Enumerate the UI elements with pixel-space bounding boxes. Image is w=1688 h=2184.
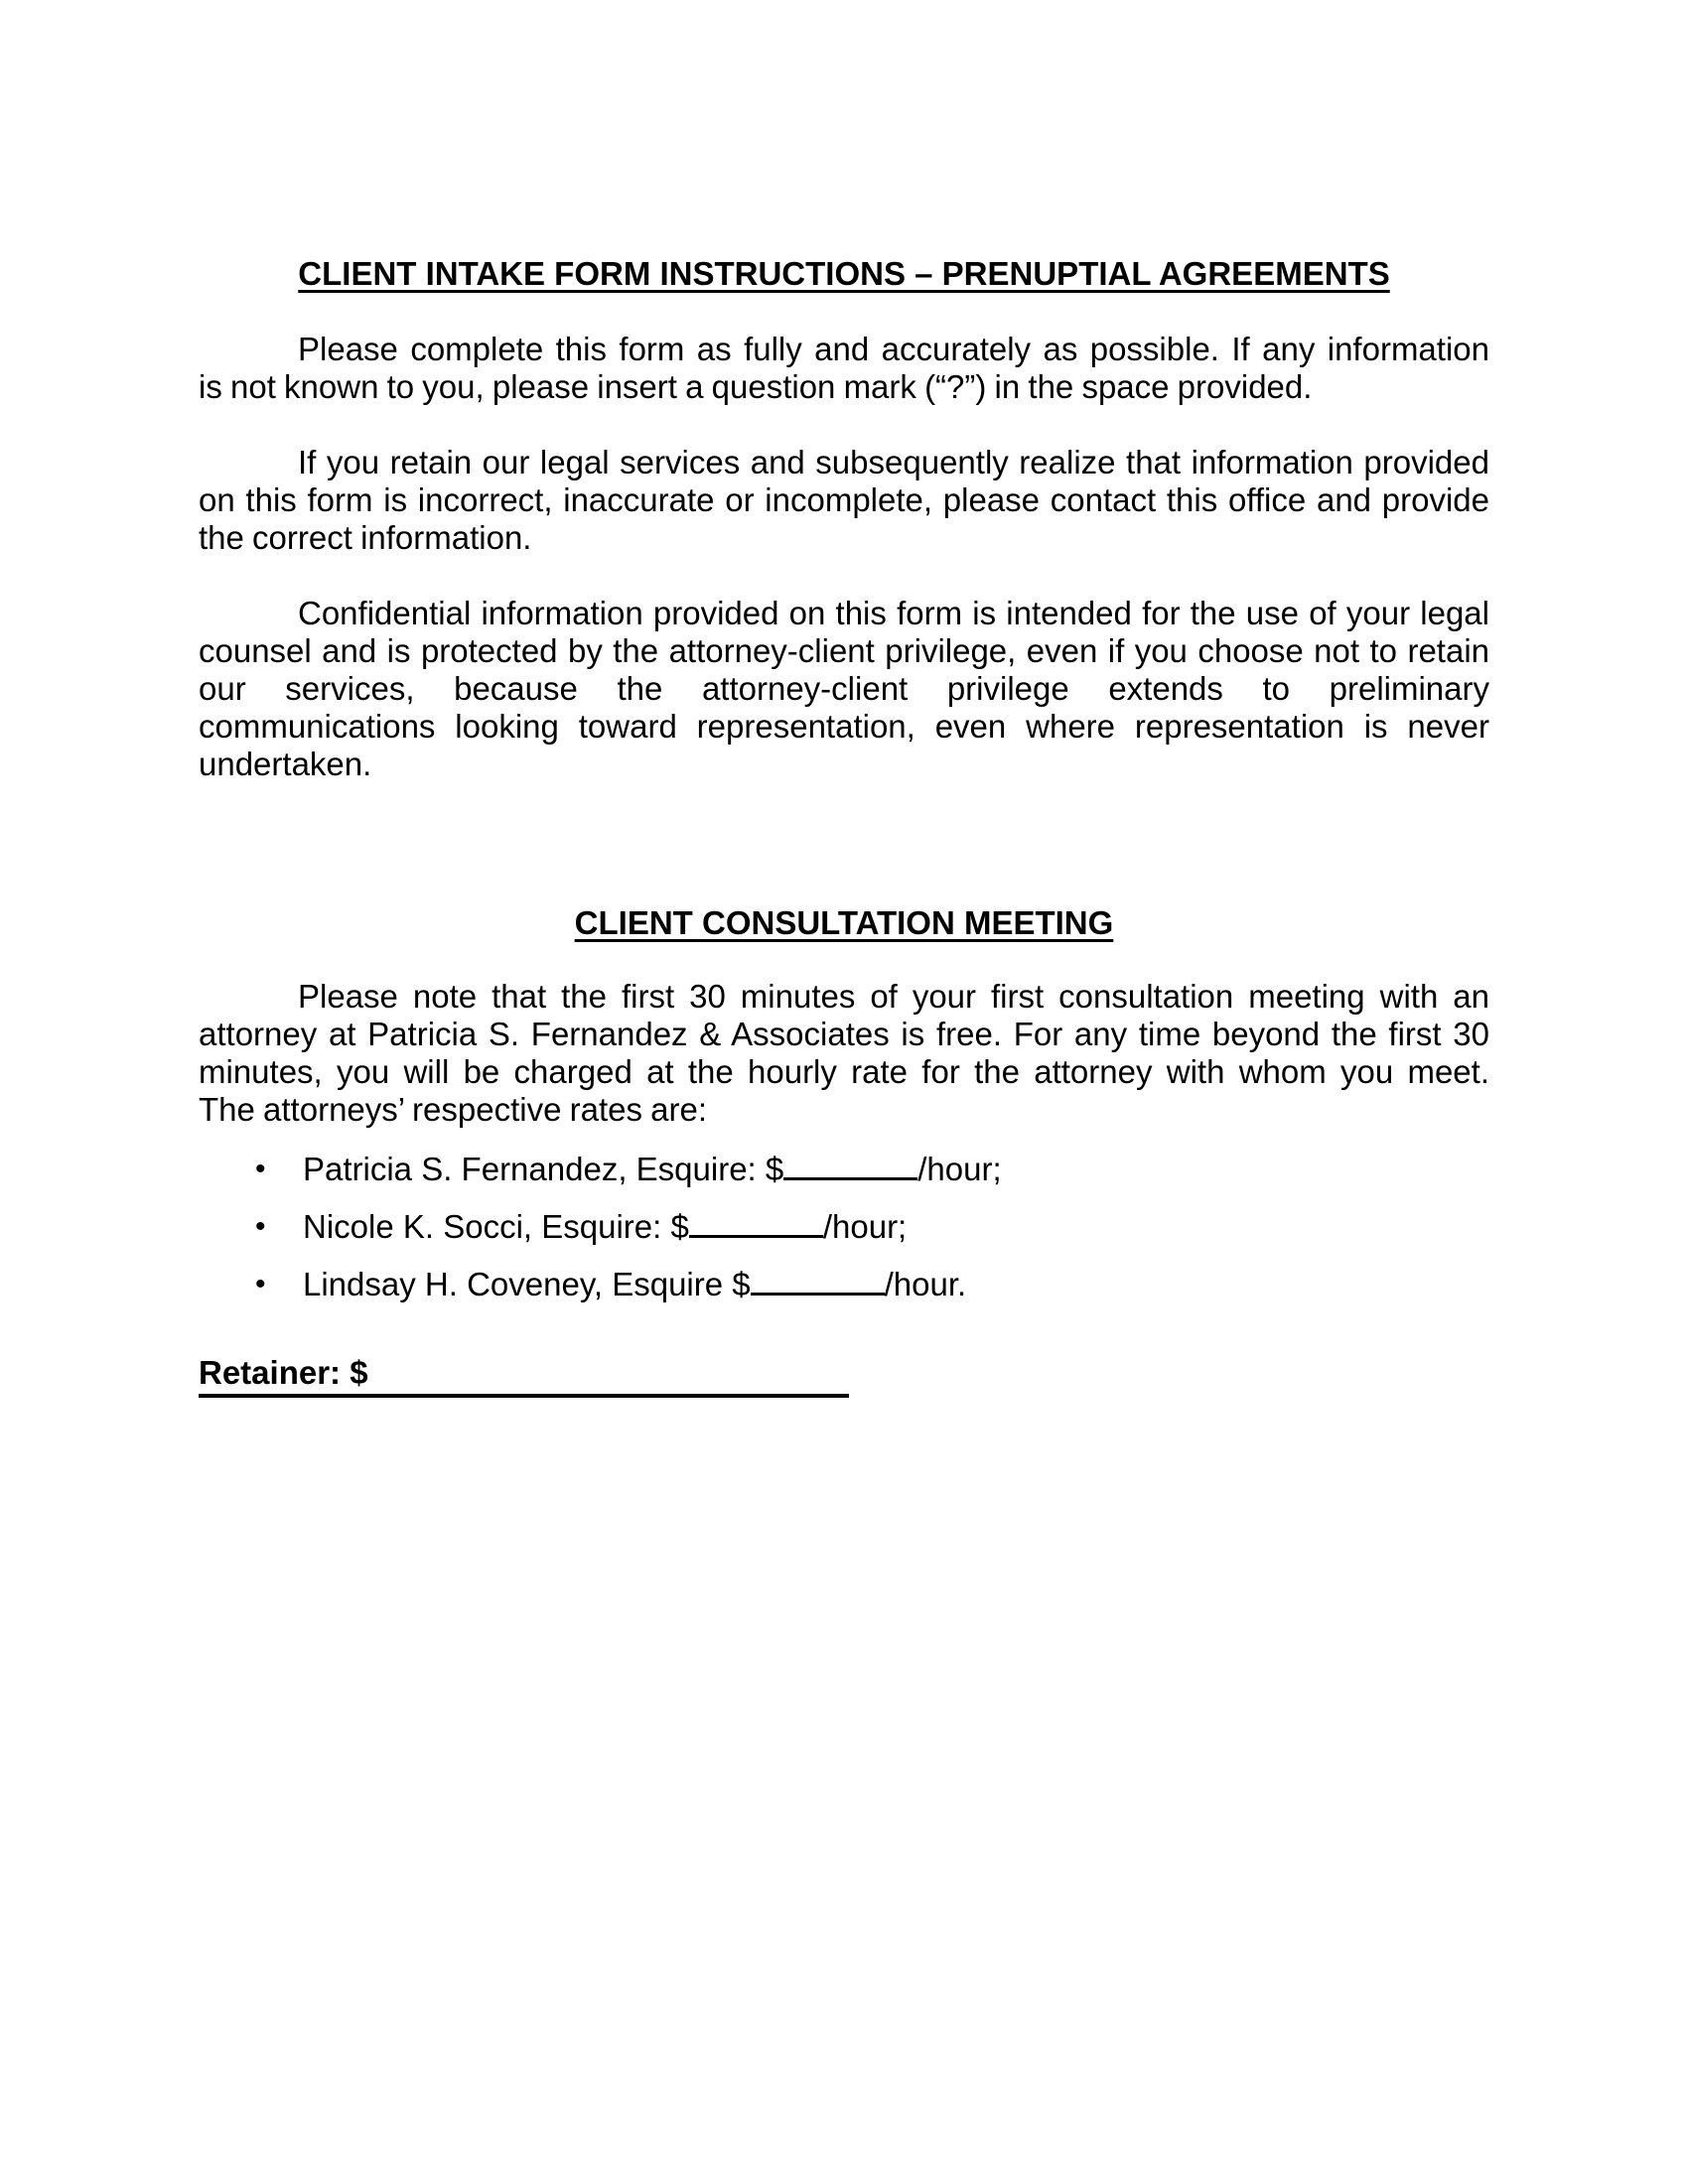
rate-suffix: /hour;: [822, 1208, 908, 1245]
list-item: [199, 1266, 1489, 1303]
intro-paragraph-2: [199, 444, 1489, 557]
retainer-blank-line: [199, 1354, 849, 1398]
list-item: [199, 1208, 1489, 1246]
paragraph-line: The attorneys’ respective rates are:: [199, 1091, 708, 1128]
attorney-rate-label: Patricia S. Fernandez, Esquire: $: [303, 1151, 784, 1187]
paragraph-line: Please complete this form as fully and accurately as possible. If any information: [298, 331, 1489, 367]
rate-suffix: /hour.: [884, 1266, 967, 1302]
attorney-rates-list: [199, 1151, 1489, 1303]
document-title: CLIENT INTAKE FORM INSTRUCTIONS – PRENUPTIAL AGREEMENTS: [298, 255, 1390, 292]
paragraph-line: Confidential information provided on this form is intended for the use of your legal: [298, 595, 1489, 631]
paragraph-line: communications looking toward representation, even where representation is never: [199, 708, 1489, 745]
bullet-icon: •: [255, 1210, 266, 1243]
paragraph-line: on this form is incorrect, inaccurate or incomplete, please contact this office and provide: [199, 481, 1489, 518]
consultation-paragraph: [199, 978, 1489, 1129]
paragraph-line: undertaken.: [199, 746, 372, 782]
intro-paragraph-1: [199, 331, 1489, 406]
rate-suffix: /hour;: [917, 1151, 1002, 1187]
paragraph-line: Please note that the first 30 minutes of your first consultation meeting with an: [298, 978, 1489, 1015]
paragraph-line: counsel and is protected by the attorney-client privilege, even if you choose not to retain: [199, 632, 1489, 669]
document-content: [199, 255, 1489, 1398]
paragraph-line: is not known to you, please insert a question mark (“?”) in the space provided.: [199, 368, 1313, 405]
attorney-rate-label: Nicole K. Socci, Esquire: $: [303, 1208, 689, 1245]
paragraph-line: If you retain our legal services and subsequently realize that information provided: [298, 444, 1489, 480]
rate-blank-line: [751, 1293, 885, 1296]
attorney-rate-label: Lindsay H. Coveney, Esquire $: [303, 1266, 751, 1302]
rate-blank-line: [783, 1177, 917, 1180]
consultation-section-heading: CLIENT CONSULTATION MEETING: [574, 904, 1114, 941]
list-item: [199, 1151, 1489, 1188]
paragraph-line: our services, because the attorney-client privilege extends to preliminary: [199, 670, 1489, 707]
bullet-icon: •: [255, 1268, 266, 1300]
bullet-icon: •: [255, 1153, 266, 1185]
paragraph-line: attorney at Patricia S. Fernandez & Associates is free. For any time beyond the first 30: [199, 1016, 1489, 1052]
retainer-label: Retainer: $: [199, 1354, 368, 1391]
intro-paragraph-3: [199, 595, 1489, 783]
rate-blank-line: [689, 1235, 823, 1238]
retainer-row: [199, 1354, 1489, 1398]
paragraph-line: minutes, you will be charged at the hourly rate for the attorney with whom you meet.: [199, 1053, 1489, 1090]
paragraph-line: the correct information.: [199, 519, 532, 556]
